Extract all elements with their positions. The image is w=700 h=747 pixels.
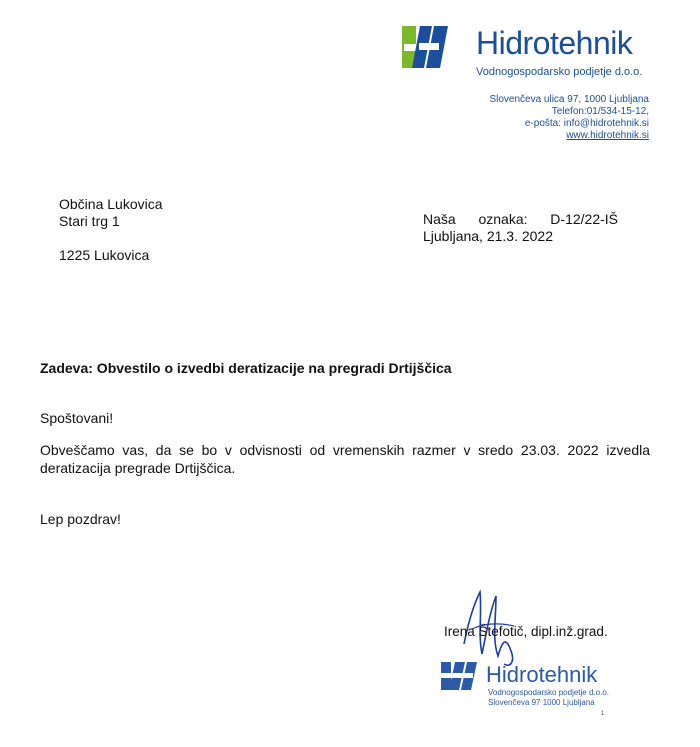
letter-body: Obveščamo vas, da se bo v odvisnosti od vremenskih razmer v sredo 23.03. 2022 izvedla deratizacija pregrade Drtijščica. <box>40 442 650 476</box>
recipient-street: Stari trg 1 <box>59 213 120 229</box>
company-phone: Telefon:01/534-15-12, <box>551 106 649 117</box>
contact-block <box>489 94 649 142</box>
reference-label-a: Naša <box>423 211 456 227</box>
stamp-logo-icon <box>441 660 481 692</box>
reference-label-b: oznaka: <box>478 211 528 227</box>
stamp-details <box>488 688 609 708</box>
letter-closing: Lep pozdrav! <box>40 511 121 527</box>
letter-subject: Zadeva: Obvestilo o izvedbi deratizacije na pregradi Drtijščica <box>40 360 452 376</box>
stamp-line-1: Vodnogospodarsko podjetje d.o.o. <box>488 688 609 697</box>
letter-greeting: Spoštovani! <box>40 410 114 426</box>
company-subtitle: Vodnogospodarsko podjetje d.o.o. <box>476 66 643 78</box>
stamp-line-2: Slovenčeva 97 1000 Ljubljana <box>488 698 595 707</box>
company-website-link[interactable]: www.hidrotehnik.si <box>566 130 649 141</box>
reference-code: D-12/22-IŠ <box>550 211 618 227</box>
hidrotehnik-logo-icon <box>402 24 448 70</box>
stamp-number: 1 <box>601 711 605 717</box>
company-address: Slovenčeva ulica 97, 1000 Ljubljana <box>489 94 649 105</box>
signatory-name: Irena Štefotič, dipl.inž.grad. <box>444 624 608 639</box>
place-date: Ljubljana, 21.3. 2022 <box>423 228 553 244</box>
stamp-company-name: Hidrotehnik <box>486 662 598 687</box>
reference-block <box>423 211 618 245</box>
company-email: e-pošta: info@hidrotehnik.si <box>524 118 649 129</box>
recipient-city: 1225 Lukovica <box>59 247 150 263</box>
recipient-address <box>59 196 163 264</box>
company-name: Hidrotehnik <box>476 25 633 61</box>
recipient-name: Občina Lukovica <box>59 196 163 212</box>
